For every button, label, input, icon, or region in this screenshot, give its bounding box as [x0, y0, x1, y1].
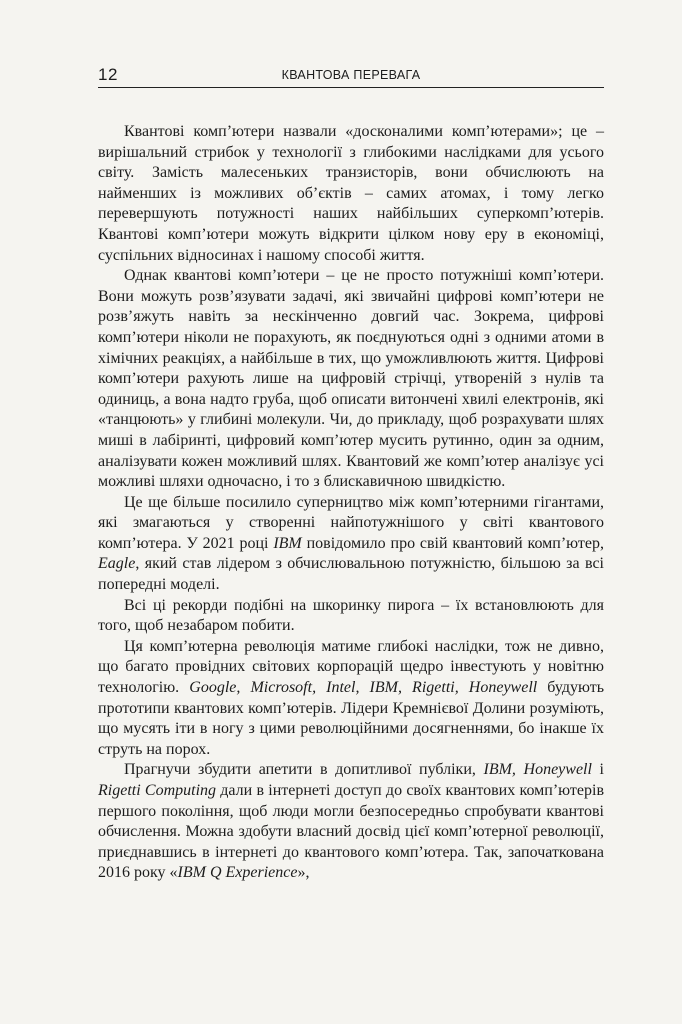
paragraph [98, 637, 604, 761]
text-segment: , який став лідером з обчислювальною потужністю, більшою за всі попередні моделі. [98, 555, 604, 594]
text-segment: Однак квантові комп’ютери – це не просто потужніші комп’ютери. Вони можуть розв’язувати задачі, які звичайні цифрові комп’ютери не розв’яжуть навіть за нескінченно довгий час. Зокрема, цифрові комп’ютери ніколи не порахують, як поєднуються одні з одними атоми в хімічних реакціях, а найбільше в тих, що уможливлюють життя. Цифрові комп’ютери рахують лише на цифровій стрічці, утвореній з нулів та одиниць, а вона надто груба, щоб описати витончені хвилі електронів, які «танцюють» у глибині молекули. Чи, до прикладу, щоб розрахувати шлях миші в лабіринті, цифровий комп’ютер мусить рутинно, один за одним, аналізувати кожен можливий шлях. Квантовий же комп’ютер аналізує усі можливі шляхи одночасно, і то з блискавичною швидкістю. [98, 267, 604, 491]
paragraph [98, 760, 604, 884]
paragraph [98, 493, 604, 596]
italic-text: IBM Q Experience [177, 864, 298, 882]
text-segment: Це ще більше посилило суперництво між комп’ютерними гігантами, які змагаються у створенні найпотужнішого у світі квантового комп’ютера. У 2021 році [98, 493, 604, 552]
paragraph [98, 266, 604, 493]
italic-text: IBM [273, 534, 302, 552]
text-segment: Всі ці рекорди подібні на шкоринку пирога – їх встановлюють для того, щоб незабаром побити. [98, 596, 604, 635]
paragraph [98, 596, 604, 637]
italic-text: IBM, Honeywell [483, 761, 592, 779]
text-segment: Прагнучи збудити апетити в допитливої публіки, [124, 761, 484, 779]
text-segment: Ця комп’ютерна революція матиме глибокі наслідки, тож не дивно, що багато провідних світових корпорацій щедро інвестують у новітню технологію. [98, 637, 604, 697]
text-segment: повідомило про свій квантовий комп’ютер, [301, 534, 604, 552]
body-text [98, 122, 604, 884]
text-segment: будують прототипи квантових комп’ютерів. Лідери Кремнієвої Долини розуміють, що мусять іти в ногу з цими революційними досягненнями, бо інакше їх струть на порох. [98, 679, 604, 758]
text-segment: Квантові комп’ютери назвали «досконалими комп’ютерами»; це – вирішальний стрибок у технології з глибокими наслідками для усього світу. Замість малесеньких транзисторів, вони обчислюють на найменших із можливих об’єктів – самих атомах, і тому легко перевершують потужності наших найбільших суперкомп’ютерів. Квантові комп’ютери можуть відкрити цілком нову еру в економіці, суспільних відносинах і нашому способі життя. [98, 123, 604, 264]
italic-text: Eagle [98, 555, 136, 573]
running-title: КВАНТОВА ПЕРЕВАГА [281, 68, 421, 82]
text-segment: », [297, 864, 310, 882]
running-header [98, 63, 604, 88]
text-segment: і [591, 761, 604, 779]
page-number: 12 [98, 65, 118, 84]
italic-text: Rigetti Computing [98, 782, 217, 799]
paragraph [98, 122, 604, 266]
text-segment: дали в інтернеті доступ до своїх квантових комп’ютерів першого покоління, щоб люди могли безпосередньо спробувати квантові обчислення. Можна здобути власний досвід цієї комп’ютерної революції, приєднавшись в інтернеті до квантового комп’ютера. Так, започаткована 2016 року « [98, 782, 604, 882]
italic-text: Google, Microsoft, Intel, IBM, Rigetti, Honeywell [189, 679, 538, 697]
